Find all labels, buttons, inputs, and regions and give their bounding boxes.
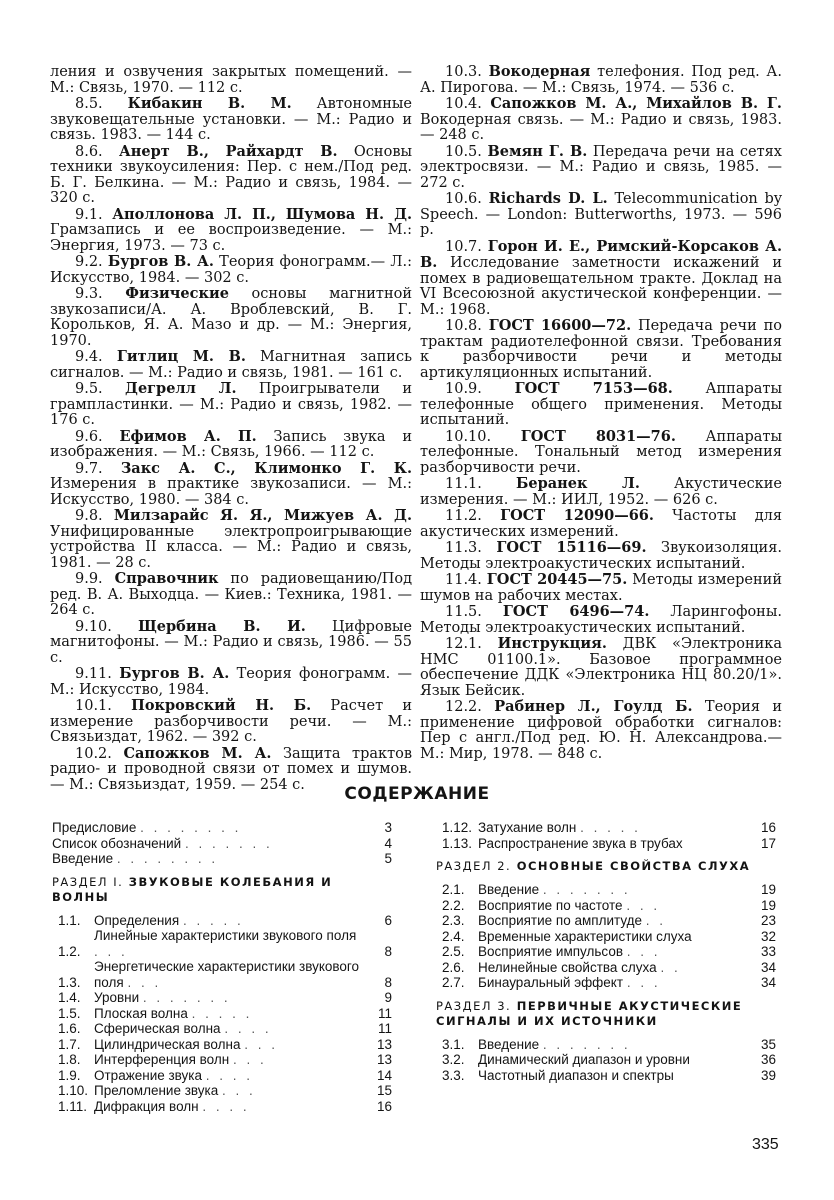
contents-right-column: [436, 820, 776, 1083]
contents-row-title-wrap: [94, 913, 360, 929]
reference-number: 9.3.: [75, 286, 126, 302]
contents-row-number: 1.4.: [58, 990, 81, 1005]
contents-row-dots: . . . .: [205, 1067, 254, 1083]
section-lead: РАЗДЕЛ I.: [52, 874, 124, 889]
reference-number: 10.10.: [445, 428, 521, 445]
contents-row-title-wrap: [94, 1099, 360, 1115]
contents-row-dots: . . . . . . .: [184, 835, 273, 851]
reference-text: Унифицированные электропроигрывающие устройства II класса. — М.: Радио и связь, 1981. — 28 с.: [50, 523, 412, 571]
contents-row-title: Линейные характеристики звукового поля: [94, 928, 357, 943]
contents-row-page: 15: [376, 1083, 392, 1098]
reference-author: Бургов В. А.: [119, 665, 230, 682]
contents-row-title: Введение: [478, 1036, 540, 1052]
contents-row[interactable]: [52, 1006, 392, 1022]
contents-row-page: 33: [760, 944, 776, 959]
bibliography-right-column: [420, 64, 782, 762]
contents-row[interactable]: [52, 820, 392, 836]
reference-text: Теория и применение цифровой обработки сигналов: Пер с англ./Под ред. Ю. Н. Александрова.— М.: Мир, 1978. — 848 с.: [420, 699, 782, 762]
contents-row-page: 19: [760, 882, 776, 897]
reference-number: 9.6.: [75, 428, 120, 445]
reference-author: Милзарайс Я. Я., Мижуев А. Д.: [113, 507, 412, 524]
contents-row-page: 9: [384, 990, 392, 1005]
contents-row-dots: . . .: [232, 1052, 267, 1067]
contents-row-number: 1.11.: [58, 1098, 88, 1114]
reference-number: 9.7.: [75, 460, 121, 477]
reference-entry: [50, 286, 412, 349]
contents-row-dots: . . . . .: [191, 1005, 253, 1021]
contents-row-title-wrap: [94, 959, 360, 990]
contents-row-title: Восприятие по частоте: [478, 897, 623, 913]
reference-author: ГОСТ 16600—72.: [488, 317, 632, 334]
contents-row-title: Восприятие импульсов: [478, 944, 623, 959]
reference-text: Защита трактов радио- и проводной связи от помех и шумов. — М.: Связьиздат, 1959. — 254 с.: [50, 745, 412, 793]
reference-entry: [420, 191, 782, 239]
contents-row-title-wrap: [94, 1006, 360, 1022]
reference-author: Richards D. L.: [488, 190, 608, 207]
reference-author: Физические: [125, 285, 229, 302]
contents-row-title-wrap: [52, 851, 360, 867]
contents-row[interactable]: [436, 898, 776, 914]
reference-text: по радиовещанию/Под ред. В. А. Выходца. — Киев.: Техника, 1981. — 264 с.: [50, 571, 413, 618]
reference-entry: [50, 619, 412, 667]
contents-row-page: 19: [760, 897, 776, 913]
reference-author: ГОСТ 12090—66.: [500, 507, 654, 524]
reference-author: Бургов В. А.: [107, 253, 214, 270]
reference-entry: [420, 572, 782, 604]
contents-row-title: Предисловие: [52, 820, 137, 835]
reference-text: Telecommunication by Speech. — London: Butterworths, 1973. — 596 p.: [420, 191, 783, 238]
contents-row-dots: . . .: [127, 974, 162, 990]
contents-row-page: 23: [760, 913, 776, 928]
reference-number: 9.4.: [75, 349, 117, 365]
reference-entry: [420, 381, 782, 429]
reference-author: Аполлонова Л. П., Шумова Н. Д.: [112, 205, 413, 223]
contents-row[interactable]: [436, 929, 776, 945]
reference-number: 9.9.: [75, 571, 115, 587]
reference-author: Горон И. Е., Римский-Корсаков А. В.: [420, 237, 782, 271]
reference-text: Вокодерная связь. — М.: Радио и связь, 1983. — 248 с.: [420, 111, 782, 143]
contents-row-dots: . . . . . . . .: [116, 851, 219, 866]
reference-number: 10.6.: [445, 191, 489, 207]
reference-entry: [420, 144, 782, 192]
contents-row-title-wrap: [478, 960, 744, 976]
reference-text: Акустические измерения. — М.: ИИЛ, 1952. — 626 с.: [420, 476, 782, 508]
contents-row-title-wrap: [478, 836, 744, 852]
contents-row-page: 34: [760, 959, 776, 975]
reference-text: Исследование заметности искажений и помех в радиовещательном тракте. Доклад на VI Всесоюзной акустической конференции. — М.: 1968.: [420, 255, 782, 318]
reference-number: 10.8.: [445, 318, 489, 334]
reference-text: Цифровые магнитофоны. — М.: Радио и связь, 1986. — 55 с.: [50, 618, 412, 666]
contents-row-number: 1.1.: [58, 912, 81, 928]
contents-row-dots: . .: [645, 913, 667, 928]
contents-row-title: Список обозначений: [52, 835, 182, 851]
reference-entry: [420, 540, 782, 572]
contents-row[interactable]: [436, 882, 776, 898]
reference-number: 9.5.: [75, 381, 126, 397]
contents-row-dots: . . .: [222, 1083, 256, 1098]
contents-row[interactable]: [436, 944, 776, 960]
reference-entry: [50, 429, 412, 461]
contents-row-dots: . . . . . . .: [542, 1036, 631, 1052]
contents-row-title: Энергетические характеристики звукового поля: [94, 959, 360, 990]
contents-row-number: 3.2.: [442, 1052, 465, 1067]
contents-row-number: 1.8.: [58, 1052, 81, 1067]
contents-row-page: 3: [384, 820, 392, 835]
reference-entry: [50, 571, 412, 619]
reference-entry: [420, 239, 782, 319]
reference-author: Инструкция.: [497, 635, 607, 652]
contents-row-title-wrap: [478, 913, 744, 929]
contents-row-dots: . . . .: [202, 1098, 250, 1114]
contents-row-dots: . . . . . . .: [142, 990, 231, 1005]
reference-author: Ефимов А. П.: [119, 427, 257, 445]
contents-row-title-wrap: [478, 898, 744, 914]
reference-entry: [50, 698, 412, 746]
contents-row-title: Введение: [478, 882, 540, 897]
reference-author: Щербина В. И.: [138, 617, 306, 635]
reference-text: Передача речи на сетях электросвязи. — М.: Радио и связь, 1985. — 272 с.: [420, 143, 782, 191]
reference-text: Передача речи по трактам радиотелефонной связи. Требования к разборчивости речи и методы артикуляционных испытаний.: [420, 318, 782, 381]
contents-row-title: Определения: [94, 912, 180, 928]
contents-row-dots: . . .: [94, 943, 128, 959]
reference-author: Вемян Г. В.: [487, 142, 588, 160]
contents-row-number: 2.1.: [442, 882, 465, 897]
reference-number: 12.2.: [445, 699, 495, 715]
contents-row-dots: . . . . .: [580, 820, 641, 835]
contents-row[interactable]: [52, 851, 392, 867]
reference-author: ГОСТ 7153—68.: [514, 380, 673, 397]
reference-number: 10.9.: [445, 381, 515, 397]
contents-row-title-wrap: [94, 928, 360, 959]
contents-row-title-wrap: [94, 1068, 360, 1084]
contents-row-number: 2.5.: [442, 944, 465, 959]
bibliography-left-column: [50, 64, 412, 793]
contents-row[interactable]: [436, 975, 776, 991]
reference-number: 9.11.: [75, 666, 120, 682]
contents-row-page: 35: [760, 1036, 776, 1052]
contents-row-number: 2.6.: [442, 959, 465, 975]
reference-text: Основы техники звукоусиления: Пер. с нем./Под ред. Б. Г. Белкина. — М.: Радио и связь, 1984. — 320 с.: [50, 143, 413, 206]
reference-number: 10.2.: [75, 745, 124, 762]
reference-author: ГОСТ 15116—69.: [496, 539, 647, 556]
reference-text: Измерения в практике звукозаписи. — М.: Искусство, 1980. — 384 с.: [50, 476, 412, 508]
reference-text: Запись звука и изображения. — М.: Связь, 1966. — 112 с.: [50, 428, 413, 460]
contents-row-title: Временные характеристики слуха: [478, 928, 692, 944]
contents-row[interactable]: [52, 959, 392, 990]
reference-entry: [50, 207, 412, 255]
reference-entry: [50, 254, 412, 286]
reference-text: ДВК «Электроника НМС 01100.1». Базовое программное обеспечение ДДК «Электроника НЦ 80.20/1». Язык Бейсик.: [420, 636, 782, 699]
reference-number: 12.1.: [445, 636, 498, 652]
reference-number: 10.1.: [75, 698, 132, 714]
contents-row-title: Интерференция волн: [94, 1052, 230, 1067]
reference-text: Теория фонограмм. — М.: Искусство, 1984.: [50, 666, 412, 698]
contents-row-page: 16: [376, 1098, 392, 1114]
contents-row-title: Цилиндрическая волна: [94, 1036, 241, 1052]
reference-author: Дегрелл Л.: [125, 380, 237, 397]
reference-text: Теория фонограмм.— Л.: Искусство, 1984. — 302 с.: [50, 254, 412, 286]
reference-entry: [420, 318, 782, 381]
reference-entry: [50, 144, 412, 207]
contents-row-title-wrap: [94, 990, 360, 1006]
section-lead: РАЗДЕЛ 3.: [436, 998, 512, 1013]
contents-row[interactable]: [436, 1037, 776, 1053]
reference-text: ления и озвучения закрытых помещений. — М.: Связь, 1970. — 112 с.: [50, 64, 412, 96]
contents-row-number: 1.7.: [58, 1036, 81, 1052]
reference-number: 9.1.: [75, 206, 113, 223]
contents-row-number: 1.9.: [58, 1067, 81, 1083]
reference-number: 11.2.: [445, 508, 501, 524]
contents-title: СОДЕРЖАНИЕ: [344, 784, 490, 804]
contents-row-title: Отражение звука: [94, 1067, 203, 1083]
reference-author: Рабинер Л., Гоулд Б.: [494, 698, 693, 715]
reference-entry: [420, 476, 782, 508]
contents-row-number: 1.2.: [58, 943, 81, 959]
contents-row-title: Распространение звука в трубах: [478, 835, 683, 851]
reference-author: Сапожков М. А., Михайлов В. Г.: [490, 95, 782, 112]
reference-author: Вокодерная: [488, 63, 591, 80]
reference-text: Аппараты телефонные общего применения. Методы испытаний.: [420, 381, 782, 428]
contents-row[interactable]: [52, 1068, 392, 1084]
contents-row-dots: . . .: [626, 944, 661, 959]
contents-row[interactable]: [52, 1021, 392, 1037]
reference-number: 11.3.: [445, 540, 497, 556]
reference-author: Закс А. С., Климонко Г. К.: [120, 459, 412, 477]
reference-text: Грамзапись и ее воспроизведение. — М.: Энергия, 1973. — 73 с.: [50, 222, 412, 254]
reference-number: 9.10.: [75, 618, 139, 635]
reference-text: Ларингофоны. Методы электроакустических испытаний.: [420, 604, 782, 636]
page-number: 335: [752, 1136, 779, 1153]
section-title: ПЕРВИЧНЫЕ АКУСТИЧЕСКИЕ СИГНАЛЫ И ИХ ИСТОЧНИКИ: [436, 998, 743, 1028]
reference-text: Методы измерений шумов на рабочих местах.: [420, 572, 782, 604]
contents-row-number: 1.6.: [58, 1021, 81, 1036]
contents-row-page: 11: [377, 1005, 392, 1021]
contents-row[interactable]: [52, 928, 392, 959]
contents-row[interactable]: [52, 1052, 392, 1068]
contents-row-title-wrap: [478, 882, 744, 898]
contents-row-title: Уровни: [94, 990, 140, 1005]
contents-row-page: 16: [760, 820, 776, 835]
reference-entry: [420, 96, 782, 144]
reference-entry: [50, 349, 412, 381]
contents-row-page: 8: [384, 974, 392, 990]
reference-number: 10.4.: [445, 96, 491, 112]
reference-number: 10.5.: [445, 143, 488, 160]
reference-text: Автономные звуковещательные установки. — М.: Радио и связь. 1983. — 144 с.: [50, 96, 412, 143]
contents-row-number: 1.13.: [442, 835, 473, 851]
contents-row-page: 13: [376, 1036, 392, 1052]
reference-number: 8.6.: [75, 143, 119, 160]
contents-row-number: 2.7.: [442, 975, 465, 990]
contents-row-title: Нелинейные свойства слуха: [478, 959, 657, 975]
contents-row-number: 1.12.: [442, 820, 473, 835]
contents-row-title-wrap: [52, 836, 360, 852]
reference-author: Сапожков М. А.: [123, 744, 272, 762]
reference-number: 10.7.: [445, 238, 488, 255]
contents-row-title-wrap: [94, 1021, 360, 1037]
contents-row[interactable]: [52, 990, 392, 1006]
contents-row[interactable]: [52, 1037, 392, 1053]
reference-text: Расчет и измерение разборчивости речи. — М.: Связьиздат, 1962. — 392 с.: [50, 698, 412, 745]
reference-number: 9.8.: [75, 508, 114, 524]
contents-row-number: 3.3.: [442, 1067, 465, 1083]
contents-row-title-wrap: [94, 1037, 360, 1053]
contents-row-title: Преломление звука: [94, 1083, 219, 1098]
section-heading: [52, 875, 392, 905]
contents-row-dots: . . . .: [224, 1021, 272, 1036]
reference-author: ГОСТ 20445—75.: [486, 571, 628, 588]
contents-left-column: [52, 820, 392, 1114]
reference-entry: [420, 508, 782, 540]
contents-row[interactable]: [436, 1052, 776, 1068]
contents-row-title-wrap: [478, 1037, 744, 1053]
contents-row-number: 1.3.: [58, 974, 81, 990]
contents-row-dots: . . .: [244, 1036, 278, 1052]
contents-row-dots: . . . . . . .: [542, 882, 631, 897]
contents-row[interactable]: [436, 820, 776, 836]
reference-entry: [50, 381, 412, 429]
contents-row-title-wrap: [94, 1052, 360, 1068]
contents-row[interactable]: [52, 1083, 392, 1099]
contents-row-number: 2.4.: [442, 928, 465, 944]
contents-row-number: 2.2.: [442, 897, 465, 913]
contents-row-page: 13: [376, 1052, 392, 1067]
contents-row-page: 17: [760, 835, 776, 851]
contents-row-dots: . . .: [626, 897, 661, 913]
reference-entry: [50, 666, 412, 698]
reference-number: 10.3.: [445, 64, 489, 80]
contents-row-title-wrap: [52, 820, 360, 836]
contents-row-title-wrap: [478, 1068, 744, 1084]
reference-author: Анерт В., Райхардт В.: [119, 142, 338, 160]
reference-entry: [420, 604, 782, 636]
section-heading: [436, 859, 776, 874]
contents-row-page: 32: [760, 928, 776, 944]
reference-entry: [420, 64, 782, 96]
contents-row[interactable]: [52, 913, 392, 929]
reference-text: основы магнитной звукозаписи/А. А. Вроблевский, В. Г. Корольков, Я. А. Мазо и др. — М.: Энергия, 1970.: [50, 286, 412, 349]
reference-author: Кибакин В. М.: [127, 95, 292, 112]
contents-row[interactable]: [52, 836, 392, 852]
reference-author: Покровский Н. Б.: [131, 697, 312, 714]
contents-row-page: 36: [760, 1052, 776, 1067]
contents-row-title-wrap: [94, 1083, 360, 1099]
contents-row-page: 34: [760, 975, 776, 990]
reference-entry: [420, 699, 782, 762]
contents-row-page: 14: [376, 1067, 392, 1083]
contents-row-dots: . .: [660, 959, 681, 975]
reference-entry: [50, 508, 412, 571]
contents-row-number: 1.10.: [58, 1083, 89, 1098]
section-title: ОСНОВНЫЕ СВОЙСТВА СЛУХА: [516, 859, 751, 873]
contents-row-title-wrap: [478, 975, 744, 991]
section-title: ЗВУКОВЫЕ КОЛЕБАНИЯ И ВОЛНЫ: [52, 874, 333, 904]
contents-row-title-wrap: [478, 944, 744, 960]
contents-row-page: 4: [384, 835, 392, 851]
reference-number: 8.5.: [75, 96, 128, 112]
reference-entry: [50, 461, 412, 509]
reference-text: Частоты для акустических измерений.: [420, 508, 782, 540]
reference-author: Гитлиц М. В.: [116, 348, 246, 365]
contents-row-page: 11: [377, 1021, 392, 1036]
contents-row-page: 8: [384, 943, 392, 959]
reference-number: 11.5.: [445, 604, 503, 620]
reference-number: 11.1.: [445, 476, 517, 492]
reference-author: Справочник: [114, 570, 219, 587]
reference-text: Звукоизоляция. Методы электроакустических испытаний.: [420, 540, 782, 572]
contents-row-title: Восприятие по амплитуде: [478, 913, 643, 928]
contents-row-page: 5: [384, 851, 392, 866]
contents-row-title: Затухание волн: [478, 820, 577, 835]
contents-row-number: 1.5.: [58, 1005, 81, 1021]
contents-row-title: Плоская волна: [94, 1005, 188, 1021]
reference-entry: [420, 636, 782, 699]
contents-row-title-wrap: [478, 820, 744, 836]
reference-text: телефония. Под ред. А. А. Пирогова. — М.: Связь, 1974. — 536 с.: [420, 64, 782, 96]
contents-row[interactable]: [436, 836, 776, 852]
contents-row-page: 39: [760, 1067, 776, 1083]
contents-row[interactable]: [436, 913, 776, 929]
contents-row-dots: . . . . . . . .: [140, 820, 242, 835]
contents-row-page: 6: [384, 912, 392, 928]
contents-row[interactable]: [436, 1068, 776, 1084]
contents-row-number: 3.1.: [442, 1036, 465, 1052]
reference-entry: [50, 64, 412, 96]
reference-author: ГОСТ 6496—74.: [502, 603, 650, 620]
reference-number: 11.4.: [445, 572, 487, 588]
contents-row-dots: . . . . .: [182, 912, 244, 928]
reference-text: Аппараты телефонные. Тональный метод измерения разборчивости речи.: [420, 428, 782, 476]
reference-author: ГОСТ 8031—76.: [520, 427, 676, 445]
reference-text: Проигрыватели и грампластинки. — М.: Радио и связь, 1982. — 176 с.: [50, 381, 412, 428]
contents-row-title: Динамический диапазон и уровни: [478, 1052, 690, 1067]
contents-row-title: Введение: [52, 851, 114, 866]
contents-row-number: 2.3.: [442, 913, 465, 928]
section-lead: РАЗДЕЛ 2.: [436, 859, 512, 873]
contents-row-title-wrap: [478, 1052, 744, 1068]
reference-author: Беранек Л.: [516, 475, 640, 492]
contents-row-title: Дифракция волн: [94, 1098, 199, 1114]
reference-number: 9.2.: [75, 254, 108, 270]
contents-row-title-wrap: [478, 929, 744, 945]
contents-row-title: Бинауральный эффект: [478, 975, 624, 990]
contents-row-title: Сферическая волна: [94, 1021, 221, 1036]
reference-entry: [420, 429, 782, 477]
contents-row-dots: . . .: [626, 975, 661, 990]
section-heading: [436, 999, 776, 1029]
contents-row[interactable]: [52, 1099, 392, 1115]
reference-entry: [50, 96, 412, 144]
contents-row-title: Частотный диапазон и спектры: [478, 1067, 674, 1083]
reference-text: Магнитная запись сигналов. — М.: Радио и связь, 1981. — 161 с.: [50, 349, 412, 381]
contents-row[interactable]: [436, 960, 776, 976]
